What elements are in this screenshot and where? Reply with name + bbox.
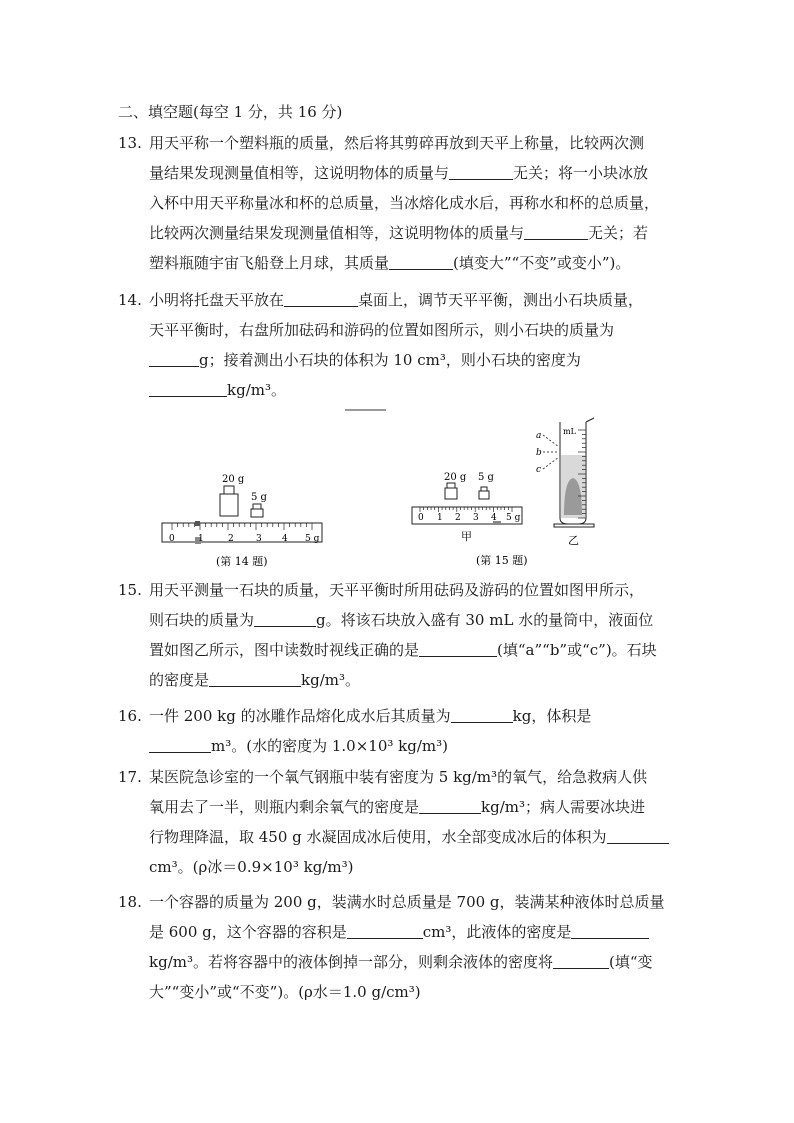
sight-line-c [543, 457, 559, 469]
answer-blank[interactable] [389, 253, 453, 270]
answer-blank[interactable] [524, 223, 588, 240]
text: 的密度是 [149, 671, 210, 689]
text: (填变大”“不变”或变小”)。 [453, 254, 631, 272]
weight-5g-icon [479, 491, 489, 499]
question-number: 15. [118, 581, 142, 599]
answer-blank[interactable] [149, 380, 227, 397]
text: 无关；将一小块冰放 [513, 164, 649, 182]
text: 用天平称一个塑料瓶的质量，然后将其剪碎再放到天平上称量，比较两次测 [149, 134, 645, 152]
answer-blank[interactable] [149, 350, 199, 367]
weight-label-5g: 5 g [251, 492, 267, 503]
tick-label: 2 [228, 534, 234, 544]
question-16 [118, 701, 678, 761]
sight-line-a [543, 435, 559, 447]
tick-label: 1 [437, 513, 443, 523]
tick-label: 0 [418, 513, 424, 523]
weight-label-20g: 20 g [222, 474, 245, 485]
answer-blank[interactable] [449, 163, 513, 180]
text: 氧用去了一半，则瓶内剩余氧气的密度是 [149, 798, 420, 816]
section-title: 二、填空题(每空 1 分，共 16 分) [118, 103, 343, 121]
scale-ticks [420, 507, 512, 512]
text: 行物理降温，取 450 g 水凝固成冰后使用，水全部变成冰后的体积为 [149, 828, 607, 846]
weight-knob [224, 486, 234, 494]
weight-knob [481, 487, 487, 491]
text: 桌面上，调节天平平衡，测出小石块质量， [358, 291, 644, 309]
figure-15-caption: (第 15 题) [476, 554, 528, 567]
cylinder-base [554, 524, 594, 527]
question-number: 17. [118, 768, 142, 786]
answer-blank[interactable] [419, 640, 497, 657]
figure-14 [162, 474, 322, 568]
tick-label: 1 [198, 534, 204, 544]
text: 置如图乙所示，图中读数时视线正确的是 [149, 641, 420, 659]
answer-blank[interactable] [419, 797, 481, 814]
question-number: 16. [118, 707, 142, 725]
text: m³。(水的密度为 1.0×10³ kg/m³) [211, 737, 448, 755]
figure-15-jia [412, 472, 528, 567]
text: 比较两次测量结果发现测量值相等，这说明物体的质量与 [149, 224, 525, 242]
question-number: 18. [118, 893, 142, 911]
question-18 [118, 887, 678, 1007]
rider-scale [162, 523, 322, 542]
sight-label-a: a [536, 431, 542, 441]
text: cm³。(ρ冰＝0.9×10³ kg/m³) [149, 858, 354, 876]
figure-14-caption: (第 14 题) [216, 555, 268, 568]
figure-15-yi [536, 418, 594, 547]
text: 天平平衡时，右盘所加砝码和游码的位置如图所示，则小石块的质量为 [149, 321, 615, 339]
question-number: 13. [118, 134, 142, 152]
weight-knob [253, 504, 261, 509]
tick-label: 3 [473, 513, 479, 523]
text: kg，体积是 [512, 707, 592, 725]
text: kg/m³。 [227, 381, 286, 399]
tick-label: 3 [256, 534, 262, 544]
sight-label-c: c [536, 465, 542, 475]
figure-label-yi: 乙 [568, 534, 579, 547]
tick-label: 2 [455, 513, 461, 523]
weight-5g-icon [251, 509, 263, 517]
tick-label: 4 [282, 534, 288, 544]
text: 一件 200 kg 的冰雕作品熔化成水后其质量为 [149, 707, 451, 725]
question-17 [118, 762, 678, 882]
weight-knob [447, 483, 455, 488]
rider-marker [195, 521, 200, 526]
tick-label: 0 [169, 534, 175, 544]
answer-blank[interactable] [284, 290, 358, 307]
text: (填“a”“b”或“c”)。石块 [497, 641, 657, 659]
text: kg/m³；病人需要冰块进 [481, 798, 645, 816]
answer-blank[interactable] [254, 610, 316, 627]
cylinder-unit: mL [563, 427, 576, 436]
tick-label: 4 [491, 513, 497, 523]
answer-blank[interactable] [209, 670, 301, 687]
weight-20g-icon [445, 488, 457, 499]
text: g。将该石块放入盛有 30 mL 水的量筒中，液面位 [316, 611, 654, 629]
text: 小明将托盘天平放在 [149, 291, 285, 309]
figures-14-15 [150, 400, 610, 580]
text: (填“变 [609, 953, 653, 971]
question-14 [118, 285, 678, 405]
answer-blank[interactable] [451, 706, 513, 723]
text: 用天平测量一石块的质量，天平平衡时所用砝码及游码的位置如图甲所示， [149, 581, 645, 599]
text: g；接着测出小石块的体积为 10 cm³，则小石块的密度为 [199, 351, 581, 369]
text: 塑料瓶随宇宙飞船登上月球，其质量 [149, 254, 390, 272]
text: 无关；若 [588, 224, 649, 242]
text: kg/m³。若将容器中的液体倒掉一部分，则剩余液体的密度将 [149, 953, 553, 971]
answer-blank[interactable] [553, 952, 609, 969]
weight-label-20g: 20 g [444, 472, 467, 483]
text: cm³，此液体的密度是 [422, 923, 572, 941]
figure-label-jia: 甲 [461, 530, 472, 543]
question-number: 14. [118, 291, 142, 309]
question-13 [118, 128, 678, 278]
answer-blank[interactable] [571, 922, 649, 939]
text: 入杯中用天平称量冰和杯的总质量，当冰熔化成水后，再称水和杯的总质量， [149, 194, 660, 212]
text: 某医院急诊室的一个氧气钢瓶中装有密度为 5 kg/m³的氧气，给急救病人供 [149, 768, 648, 786]
text: kg/m³。 [301, 671, 360, 689]
text: 是 600 g，这个容器的容积是 [149, 923, 347, 941]
answer-blank[interactable] [347, 922, 423, 939]
weight-label-5g: 5 g [478, 472, 494, 483]
text: 大”“变小”或“不变”)。(ρ水＝1.0 g/cm³) [149, 983, 421, 1001]
text: 则石块的质量为 [149, 611, 255, 629]
scale-ticks [172, 523, 312, 530]
weight-20g-icon [220, 494, 238, 516]
sight-label-b: b [536, 448, 542, 458]
question-15 [118, 575, 678, 695]
answer-blank[interactable] [607, 827, 669, 844]
answer-blank[interactable] [149, 736, 211, 753]
tick-label: 5 g [305, 534, 320, 544]
text: 量结果发现测量值相等，这说明物体的质量与 [149, 164, 450, 182]
tick-label: 5 g [506, 513, 521, 523]
cylinder-lip [586, 418, 594, 422]
text: 一个容器的质量为 200 g，装满水时总质量是 700 g，装满某种液体时总质量 [149, 893, 665, 911]
